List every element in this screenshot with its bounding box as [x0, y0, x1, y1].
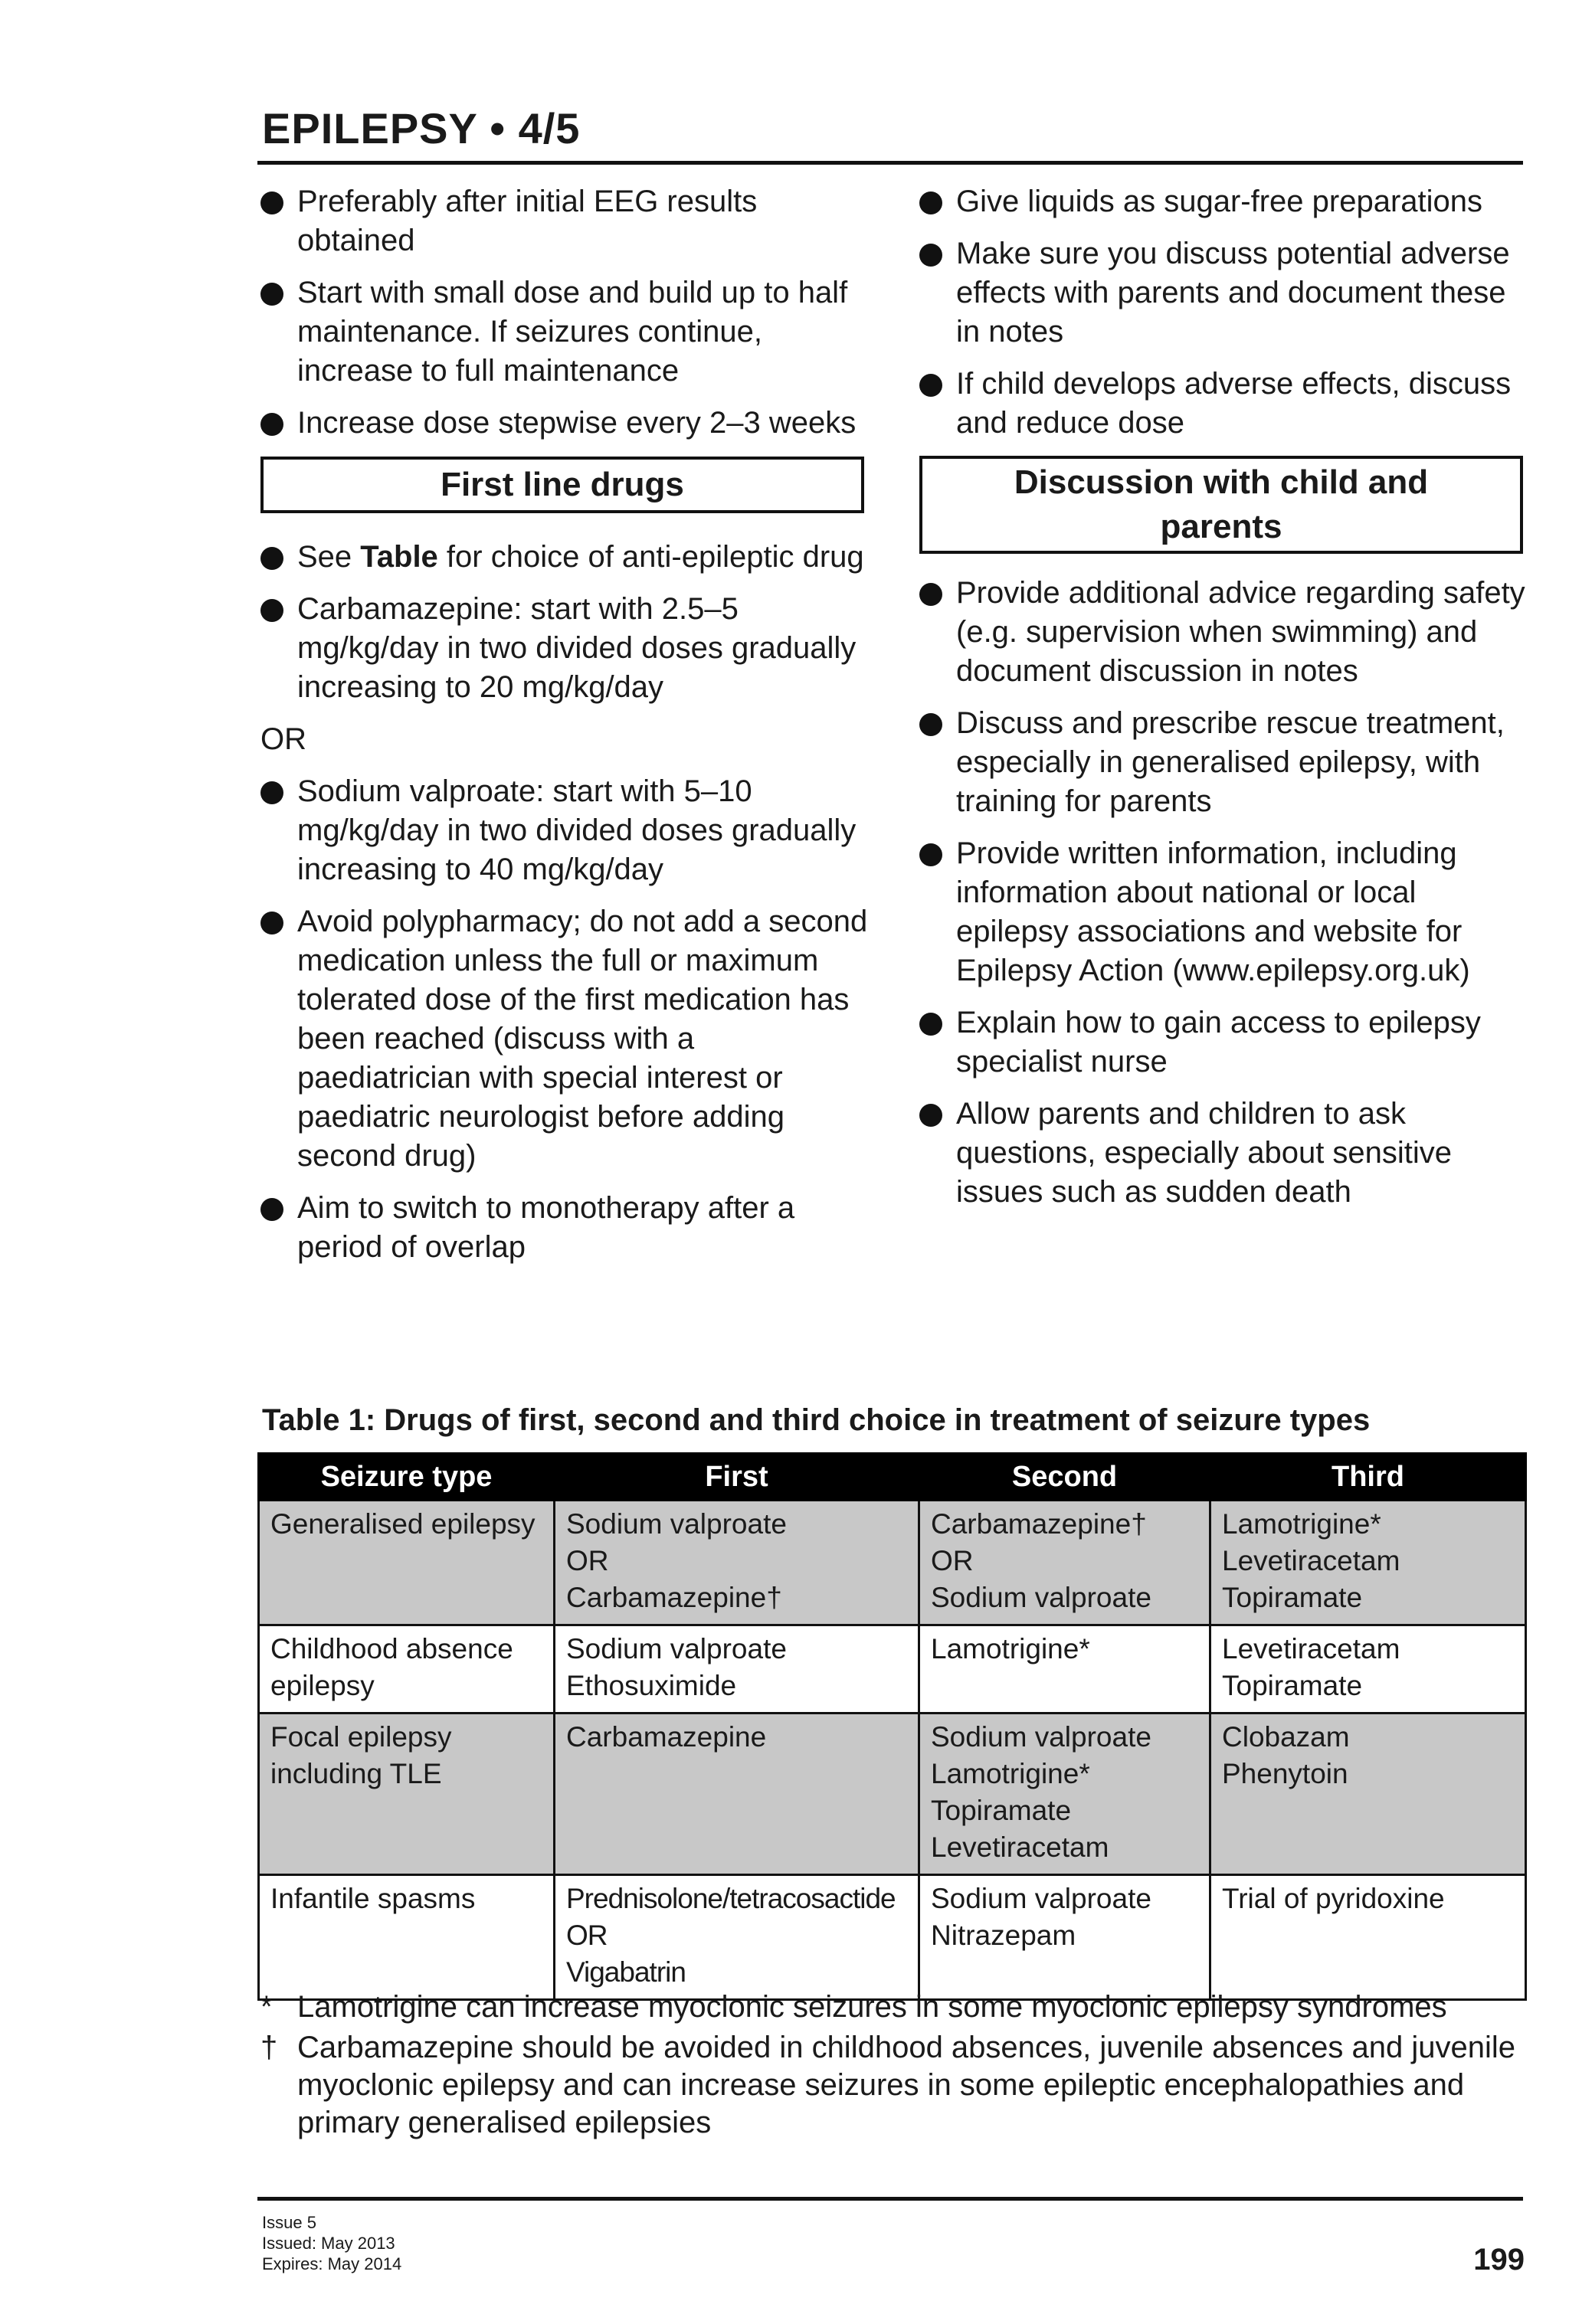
third-choice-cell: Clobazam Phenytoin — [1210, 1714, 1526, 1875]
list-item: Avoid polypharmacy; do not add a second medication unless the full or maximum tolerated dose of the first medication has been reached (discuss with a paediatrician with special interest or paediatric neurologist before adding second drug) — [260, 902, 873, 1176]
footnote-mark: * — [260, 1990, 273, 2024]
title-rule — [257, 161, 1523, 165]
list-item: Explain how to gain access to epilepsy specialist nurse — [919, 1003, 1532, 1082]
column-header: Third — [1210, 1454, 1526, 1501]
table-caption: Table 1: Drugs of first, second and third choice in treatment of seizure types — [262, 1403, 1371, 1437]
page-number: 199 — [1473, 2243, 1525, 2277]
bullet-icon — [260, 191, 283, 214]
later-bullet-list — [260, 772, 873, 1267]
table-row — [259, 1501, 1526, 1625]
bullet-icon — [919, 1013, 942, 1036]
list-item: Discuss and prescribe rescue treatment, especially in generalised epilepsy, with training for parents — [919, 704, 1532, 821]
first-line-drugs-heading: First line drugs — [260, 457, 864, 513]
intro-bullet-list — [260, 182, 873, 443]
bullet-icon — [919, 244, 942, 267]
discussion-heading: Discussion with child and parents — [919, 456, 1523, 554]
footer-rule — [257, 2197, 1523, 2201]
first-choice-cell: Carbamazepine — [555, 1714, 919, 1875]
bullet-icon — [260, 781, 283, 804]
list-item: Sodium valproate: start with 5–10 mg/kg/day in two divided doses gradually increasing to 40 mg/kg/day — [260, 772, 873, 889]
expiry-date: Expires: May 2014 — [262, 2254, 402, 2273]
list-item: Make sure you discuss potential adverse effects with parents and document these in notes — [919, 234, 1532, 352]
second-choice-cell: Carbamazepine† OR Sodium valproate — [919, 1501, 1210, 1625]
bullet-icon — [919, 843, 942, 866]
seizure-type-cell: Infantile spasms — [259, 1875, 555, 2000]
or-separator: OR — [260, 722, 306, 756]
list-item: Allow parents and children to ask questions, especially about sensitive issues such as sudden death — [919, 1095, 1532, 1212]
first-choice-cell: Sodium valproate OR Carbamazepine† — [555, 1501, 919, 1625]
bullet-icon — [919, 374, 942, 397]
list-item: Aim to switch to monotherapy after a period of overlap — [260, 1189, 873, 1267]
table-row — [259, 1875, 1526, 2000]
issued-date: Issued: May 2013 — [262, 2234, 395, 2253]
list-item: Start with small dose and build up to half maintenance. If seizures continue, increase to full maintenance — [260, 273, 873, 391]
first-line-bullet-list — [260, 538, 873, 707]
list-item: Increase dose stepwise every 2–3 weeks — [260, 404, 873, 443]
first-choice-cell: Prednisolone/tetracosactide OR Vigabatrin — [555, 1875, 919, 2000]
bullet-icon — [919, 1104, 942, 1127]
footer-issue-info — [262, 2212, 401, 2274]
footnote: * Lamotrigine can increase myoclonic seizures in some myoclonic epilepsy syndromes — [259, 1988, 1531, 2026]
list-item: Provide written information, including information about national or local epilepsy associations and website for Epilepsy Action (www.epilepsy.org.uk) — [919, 834, 1532, 990]
issue-number: Issue 5 — [262, 2213, 316, 2232]
right-column — [919, 182, 1532, 1225]
table-reference: Table — [360, 540, 438, 574]
bullet-icon — [919, 713, 942, 736]
first-choice-cell: Sodium valproate Ethosuximide — [555, 1625, 919, 1714]
list-item: Give liquids as sugar-free preparations — [919, 182, 1532, 221]
table-header-row — [259, 1454, 1526, 1501]
column-header: First — [555, 1454, 919, 1501]
page-title: EPILEPSY • 4/5 — [262, 104, 581, 152]
third-choice-cell: Levetiracetam Topiramate — [1210, 1625, 1526, 1714]
bullet-icon — [919, 191, 942, 214]
bullet-icon — [260, 547, 283, 570]
top-bullet-list — [919, 182, 1532, 443]
table-row — [259, 1625, 1526, 1714]
seizure-type-cell: Focal epilepsy including TLE — [259, 1714, 555, 1875]
list-item: Preferably after initial EEG results obtained — [260, 182, 873, 260]
footnote: † Carbamazepine should be avoided in childhood absences, juvenile absences and juvenile myoclonic epilepsy and can increase seizures in some epileptic encephalopathies and primary generalised epilepsies — [260, 2031, 1515, 2139]
bullet-icon — [260, 283, 283, 306]
bullet-icon — [260, 413, 283, 436]
seizure-type-cell: Childhood absence epilepsy — [259, 1625, 555, 1714]
list-item: See Table for choice of anti-epileptic drug — [260, 538, 873, 577]
third-choice-cell: Trial of pyridoxine — [1210, 1875, 1526, 2000]
left-column — [260, 182, 873, 1280]
list-item: Provide additional advice regarding safety (e.g. supervision when swimming) and document discussion in notes — [919, 574, 1532, 691]
seizure-type-cell: Generalised epilepsy — [259, 1501, 555, 1625]
bullet-icon — [919, 583, 942, 606]
bullet-icon — [260, 1198, 283, 1221]
drug-choice-table — [257, 1452, 1527, 2001]
table-row — [259, 1714, 1526, 1875]
bullet-icon — [260, 912, 283, 935]
third-choice-cell: Lamotrigine* Levetiracetam Topiramate — [1210, 1501, 1526, 1625]
column-header: Seizure type — [259, 1454, 555, 1501]
column-header: Second — [919, 1454, 1210, 1501]
second-choice-cell: Lamotrigine* — [919, 1625, 1210, 1714]
bullet-icon — [260, 599, 283, 622]
second-choice-cell: Sodium valproate Lamotrigine* Topiramate Levetiracetam — [919, 1714, 1210, 1875]
footnote-mark: † — [260, 2031, 278, 2064]
list-item: Carbamazepine: start with 2.5–5 mg/kg/day in two divided doses gradually increasing to 20 mg/kg/day — [260, 590, 873, 707]
list-item: If child develops adverse effects, discuss and reduce dose — [919, 365, 1532, 443]
footnotes — [259, 1988, 1531, 2145]
discussion-bullet-list — [919, 574, 1532, 1212]
second-choice-cell: Sodium valproate Nitrazepam — [919, 1875, 1210, 2000]
